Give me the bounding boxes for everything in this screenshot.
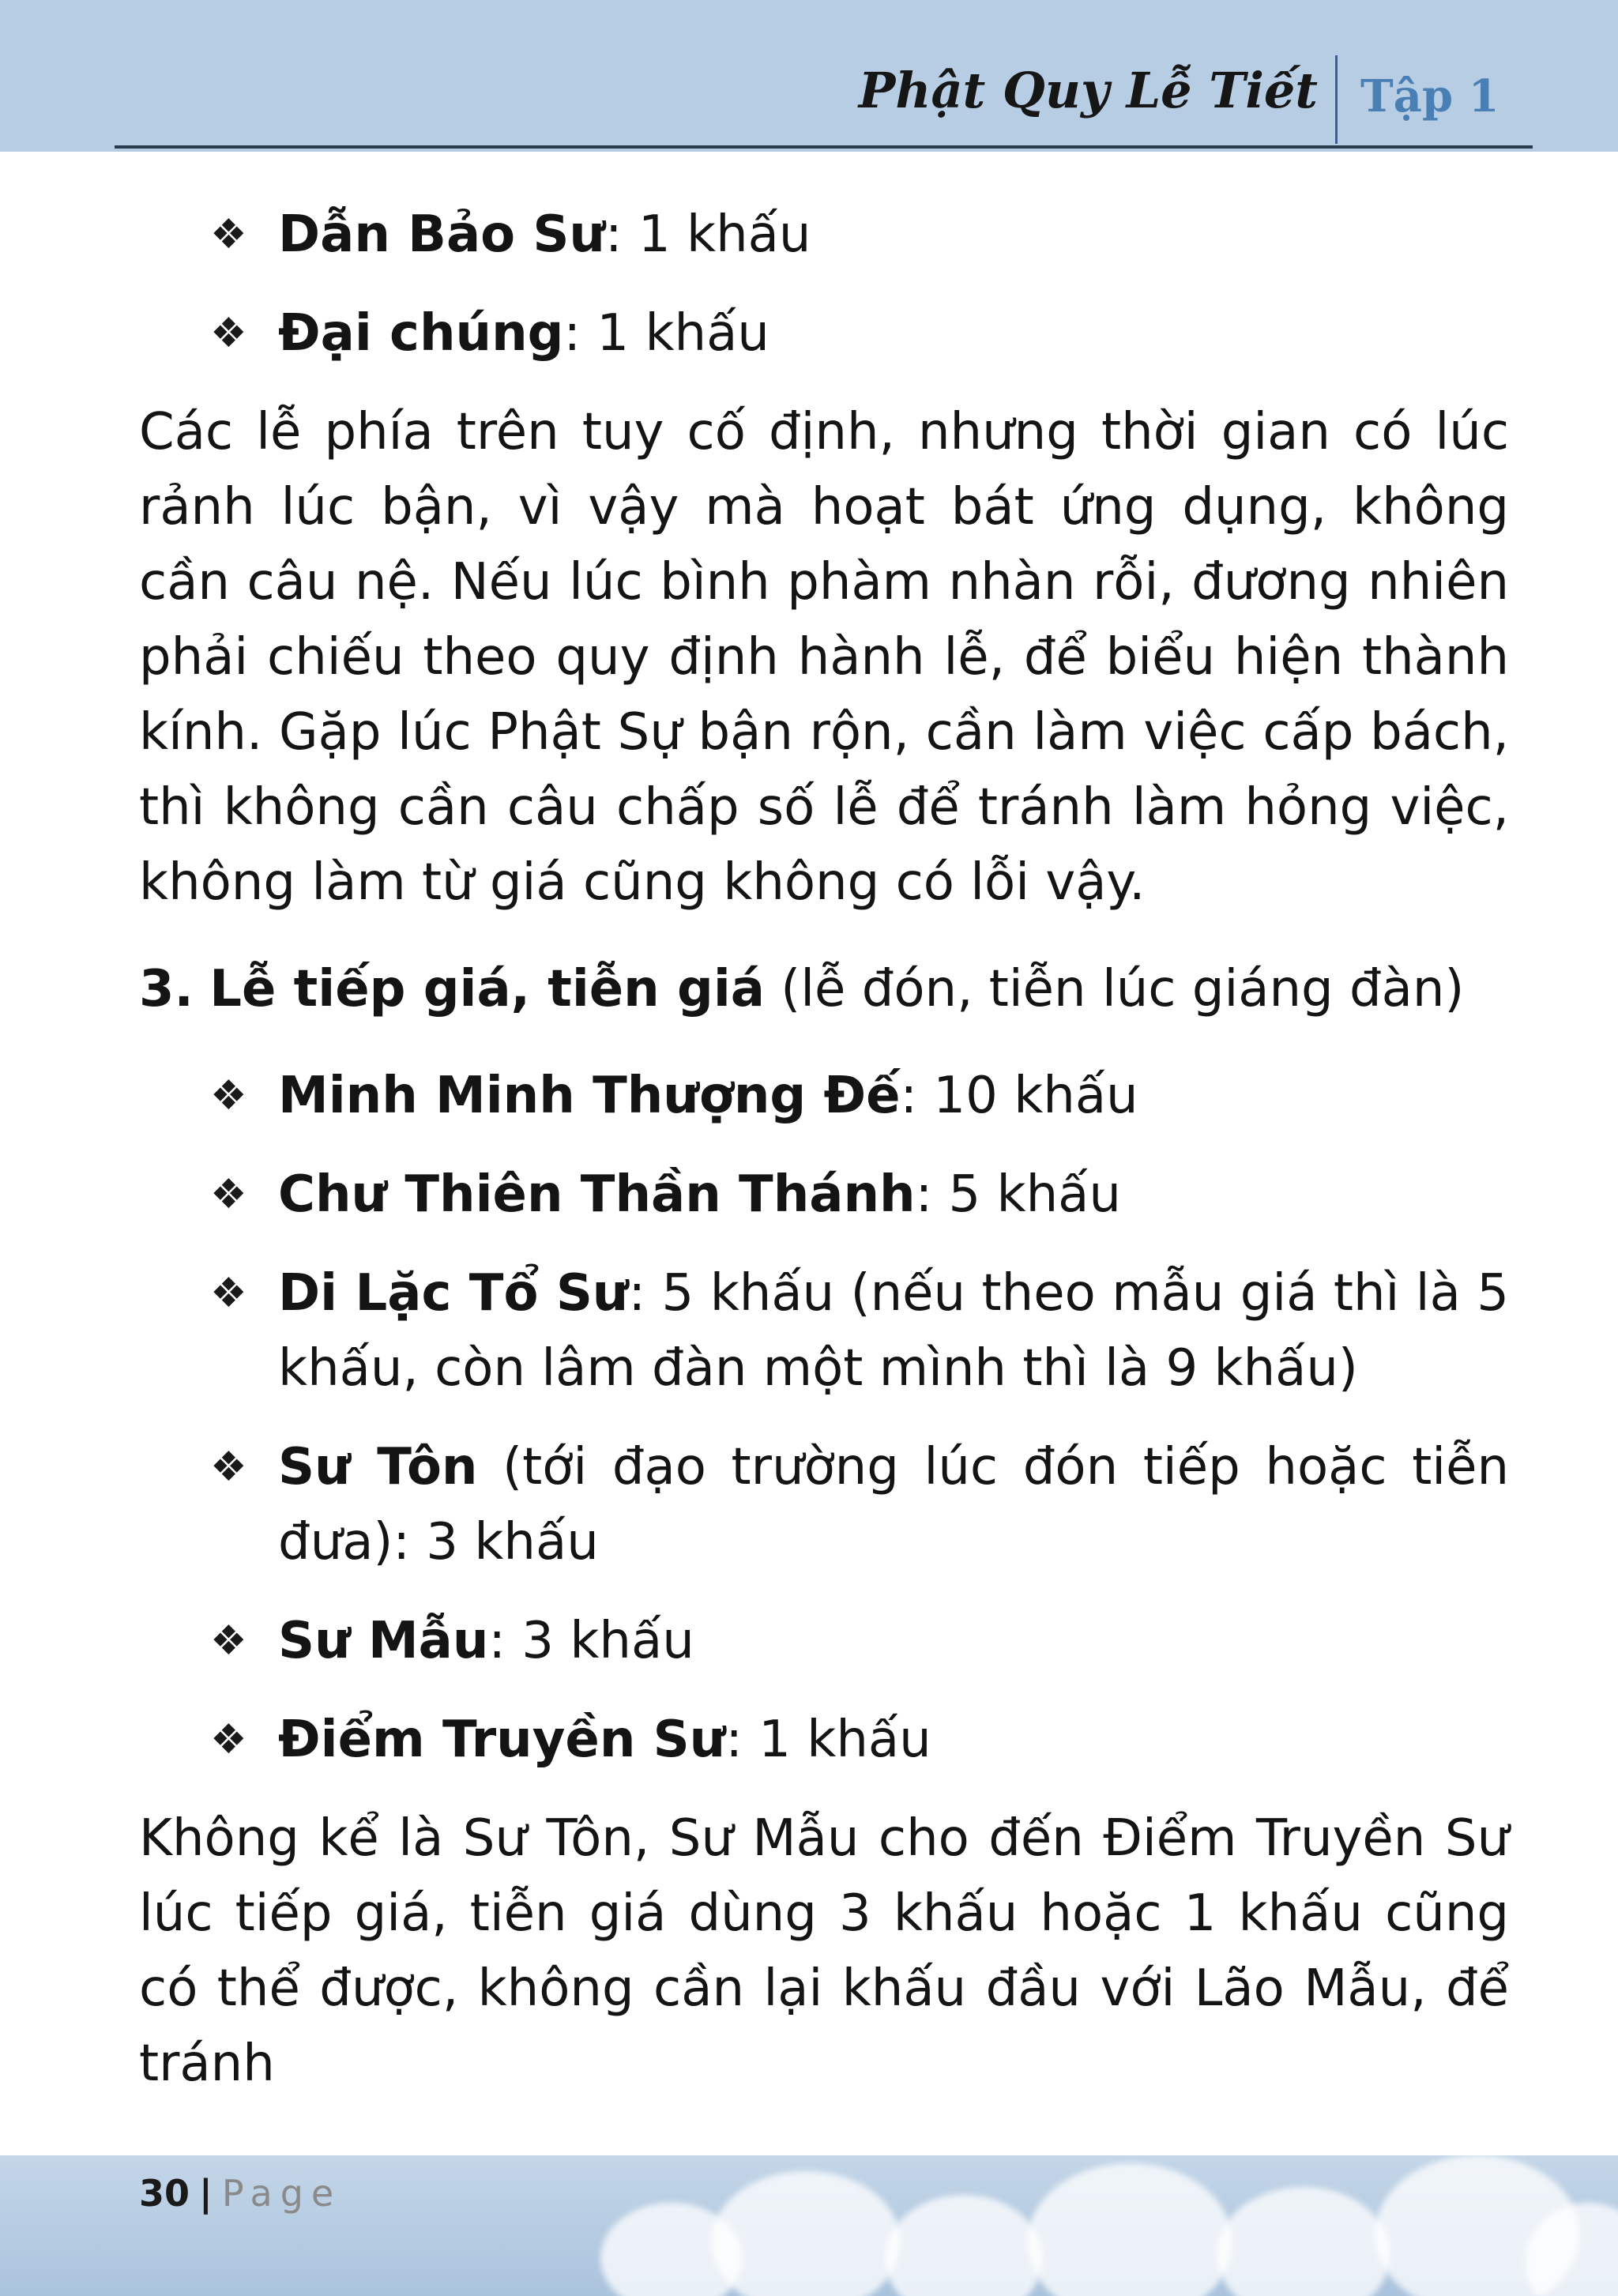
header-divider (1335, 55, 1338, 144)
list-item (139, 296, 1509, 371)
diamond-bullet-icon: ❖ (210, 211, 247, 258)
diamond-bullet-icon: ❖ (210, 1072, 247, 1120)
item-term: Chư Thiên Thần Thánh (278, 1165, 916, 1224)
list-item (139, 1703, 1509, 1778)
item-detail: : 10 khấu (900, 1067, 1138, 1125)
list-item (139, 1059, 1509, 1134)
diamond-bullet-icon: ❖ (210, 1171, 247, 1218)
list-item (139, 198, 1509, 273)
item-term: Sư Tôn (278, 1438, 478, 1496)
section-subtitle: (lễ đón, tiễn lúc giáng đàn) (764, 960, 1465, 1018)
item-detail: : 1 khấu (725, 1711, 931, 1769)
offering-list-2 (139, 1059, 1509, 1778)
book-title: Phật Quy Lễ Tiết (858, 62, 1318, 119)
list-item (139, 1157, 1509, 1233)
diamond-bullet-icon: ❖ (210, 1617, 247, 1665)
volume-label: Tập 1 (1360, 70, 1499, 122)
item-detail: : 5 khấu (nếu theo mẫu giá thì là 5 khấu, còn lâm đàn một mình thì là 9 khấu) (278, 1264, 1509, 1398)
item-term: Đại chúng (278, 304, 564, 363)
page-footer (139, 2171, 341, 2215)
item-term: Minh Minh Thượng Đế (278, 1067, 901, 1125)
header-rule (115, 145, 1533, 149)
page-label: Page (221, 2172, 342, 2215)
offering-list-1 (139, 198, 1509, 371)
item-detail: : 1 khấu (563, 304, 769, 363)
paragraph: Các lễ phía trên tuy cố định, nhưng thời gian có lúc rảnh lúc bận, vì vậy mà hoạt bát ứng dụng, không cần câu nệ. Nếu lúc bình phàm nhàn rỗi, đương nhiên phải chiếu theo quy định hành lễ, để biểu hiện thành kính. Gặp lúc Phật Sự bận rộn, cần làm việc cấp bách, thì không cần câu chấp số lễ để tránh làm hỏng việc, không làm từ giá cũng không có lỗi vậy. (139, 403, 1509, 912)
list-item (139, 1256, 1509, 1406)
paragraph: Không kể là Sư Tôn, Sư Mẫu cho đến Điểm Truyền Sư lúc tiếp giá, tiễn giá dùng 3 khấu hoặc 1 khấu cũng có thể được, không cần lại khấu đầu với Lão Mẫu, để tránh (139, 1809, 1509, 2093)
item-detail: : 3 khấu (488, 1612, 694, 1670)
list-item (139, 1430, 1509, 1580)
section-title: Lễ tiếp giá, tiễn giá (209, 960, 765, 1018)
diamond-bullet-icon: ❖ (210, 1443, 247, 1491)
item-term: Dẫn Bảo Sư (278, 205, 606, 264)
item-detail: : 1 khấu (605, 205, 811, 264)
footer-separator: | (199, 2172, 213, 2215)
diamond-bullet-icon: ❖ (210, 310, 247, 357)
item-detail: (tới đạo trường lúc đón tiếp hoặc tiễn đưa): 3 khấu (278, 1438, 1510, 1571)
diamond-bullet-icon: ❖ (210, 1716, 247, 1763)
page-content (139, 198, 1509, 2133)
item-term: Sư Mẫu (278, 1612, 489, 1670)
item-term: Điểm Truyền Sư (278, 1711, 726, 1769)
diamond-bullet-icon: ❖ (210, 1270, 247, 1317)
item-detail: : 5 khấu (915, 1165, 1121, 1224)
item-term: Di Lặc Tổ Sư (278, 1264, 629, 1323)
section-heading (139, 952, 1509, 1027)
list-item (139, 1604, 1509, 1679)
page-number: 30 (139, 2172, 190, 2215)
section-number: 3. (139, 960, 194, 1018)
